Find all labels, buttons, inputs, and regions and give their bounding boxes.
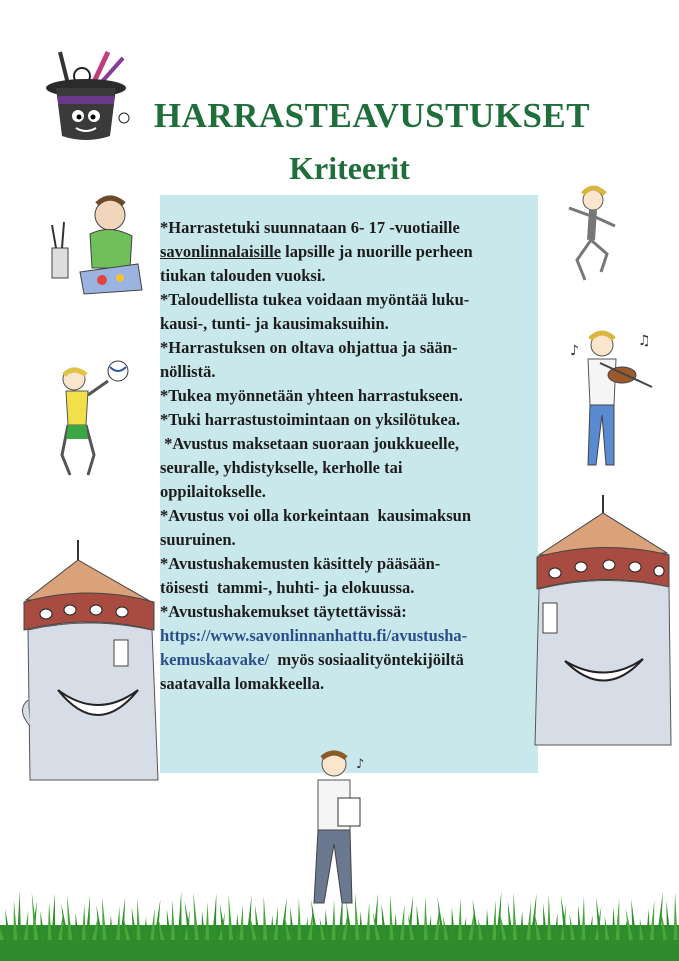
text-line: suuruinen.	[160, 530, 236, 549]
text-line: *Taloudellista tukea voidaan myöntää luku-	[160, 290, 470, 309]
volleyball-player-icon	[40, 355, 140, 485]
text-line	[160, 648, 545, 672]
text-line: saatavalla lomakkeella.	[160, 674, 325, 693]
child-painting-icon	[42, 190, 147, 300]
text-line: *Avustushakemusten käsittely pääsään-	[160, 554, 441, 573]
text-line: kausi-, tunti- ja kausimaksuihin.	[160, 314, 389, 333]
text-line: *Avustus voi olla korkeintaan kausimaksun	[160, 506, 471, 525]
text-fragment: lapsille ja nuorille perheen	[281, 242, 473, 261]
text-line: nöllistä.	[160, 362, 216, 381]
criteria-text	[160, 216, 545, 696]
violinist-icon	[560, 325, 660, 475]
text-line: *Harrastuksen on oltava ohjattua ja sään-	[160, 338, 458, 357]
text-line: *Tukea myönnetään yhteen harrastukseen.	[160, 386, 463, 405]
text-line: töisesti tammi-, huhti- ja elokuussa.	[160, 578, 415, 597]
text-line: tiukan talouden vuoksi.	[160, 266, 326, 285]
dancer-icon	[555, 180, 625, 290]
text-line: *Harrastetuki suunnataan 6- 17 -vuotiaille	[160, 218, 460, 237]
svg-text:♫: ♫	[638, 333, 651, 349]
text-line: oppilaitokselle.	[160, 482, 266, 501]
svg-text:♪: ♪	[570, 343, 579, 359]
castle-tower-left-icon	[18, 540, 168, 790]
text-line	[160, 240, 545, 264]
application-link[interactable]: https://www.savonlinnanhattu.fi/avustusha-	[160, 626, 468, 645]
singer-icon	[300, 748, 380, 913]
text-fragment: myös sosiaalityöntekijöiltä	[269, 650, 464, 669]
page-subtitle: Kriteerit	[289, 150, 410, 186]
castle-tower-right-icon	[525, 495, 675, 750]
text-line: seuralle, yhdistykselle, kerholle tai	[160, 458, 403, 477]
application-link[interactable]: kemuskaavake/	[160, 650, 270, 669]
text-line: *Avustus maksetaan suoraan joukkueelle,	[160, 434, 460, 453]
underlined-word: savonlinnalaisille	[160, 242, 282, 261]
page-title: HARRASTEAVUSTUKSET	[153, 96, 591, 135]
svg-text:♪: ♪	[356, 757, 365, 772]
text-line: *Avustushakemukset täytettävissä:	[160, 602, 407, 621]
text-line: *Tuki harrastustoimintaan on yksilötukea.	[160, 410, 461, 429]
